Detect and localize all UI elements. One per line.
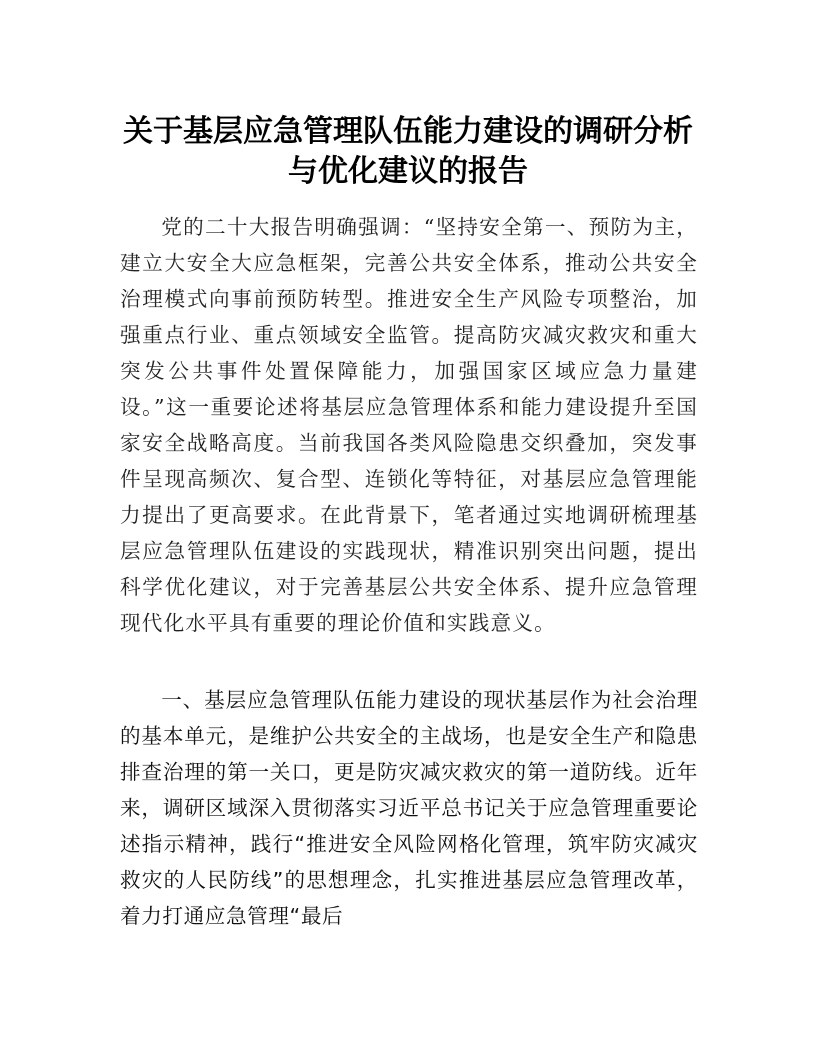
- intro-paragraph: 党的二十大报告明确强调：“坚持安全第一、预防为主，建立大安全大应急框架，完善公共安全体系，推动公共安全治理模式向事前预防转型。推进安全生产风险专项整治，加强重点行业、重点领域安全监管。提高防灾减灾救灾和重大突发公共事件处置保障能力，加强国家区域应急力量建设。”这一重要论述将基层应急管理体系和能力建设提升至国家安全战略高度。当前我国各类风险隐患交织叠加，突发事件呈现高频次、复合型、连锁化等特征，对基层应急管理能力提出了更高要求。在此背景下，笔者通过实地调研梳理基层应急管理队伍建设的实践现状，精准识别突出问题，提出科学优化建议，对于完善基层公共安全体系、提升应急管理现代化水平具有重要的理论价值和实践意义。: [120, 215, 698, 635]
- title-line-1: 关于基层应急管理队伍能力建设的调研分析: [123, 114, 693, 149]
- title-line-2: 与优化建议的报告: [288, 154, 528, 189]
- section-one-paragraph: 一、基层应急管理队伍能力建设的现状基层作为社会治理的基本单元，是维护公共安全的主战场，也是安全生产和隐患排查治理的第一关口，更是防灾减灾救灾的第一道防线。近年来，调研区域深入贯彻落实习近平总书记关于应急管理重要论述指示精神，践行“推进安全风险网格化管理，筑牢防灾减灾救灾的人民防线”的思想理念，扎实推进基层应急管理改革，着力打通应急管理“最后: [120, 688, 698, 928]
- document-title: [100, 112, 716, 192]
